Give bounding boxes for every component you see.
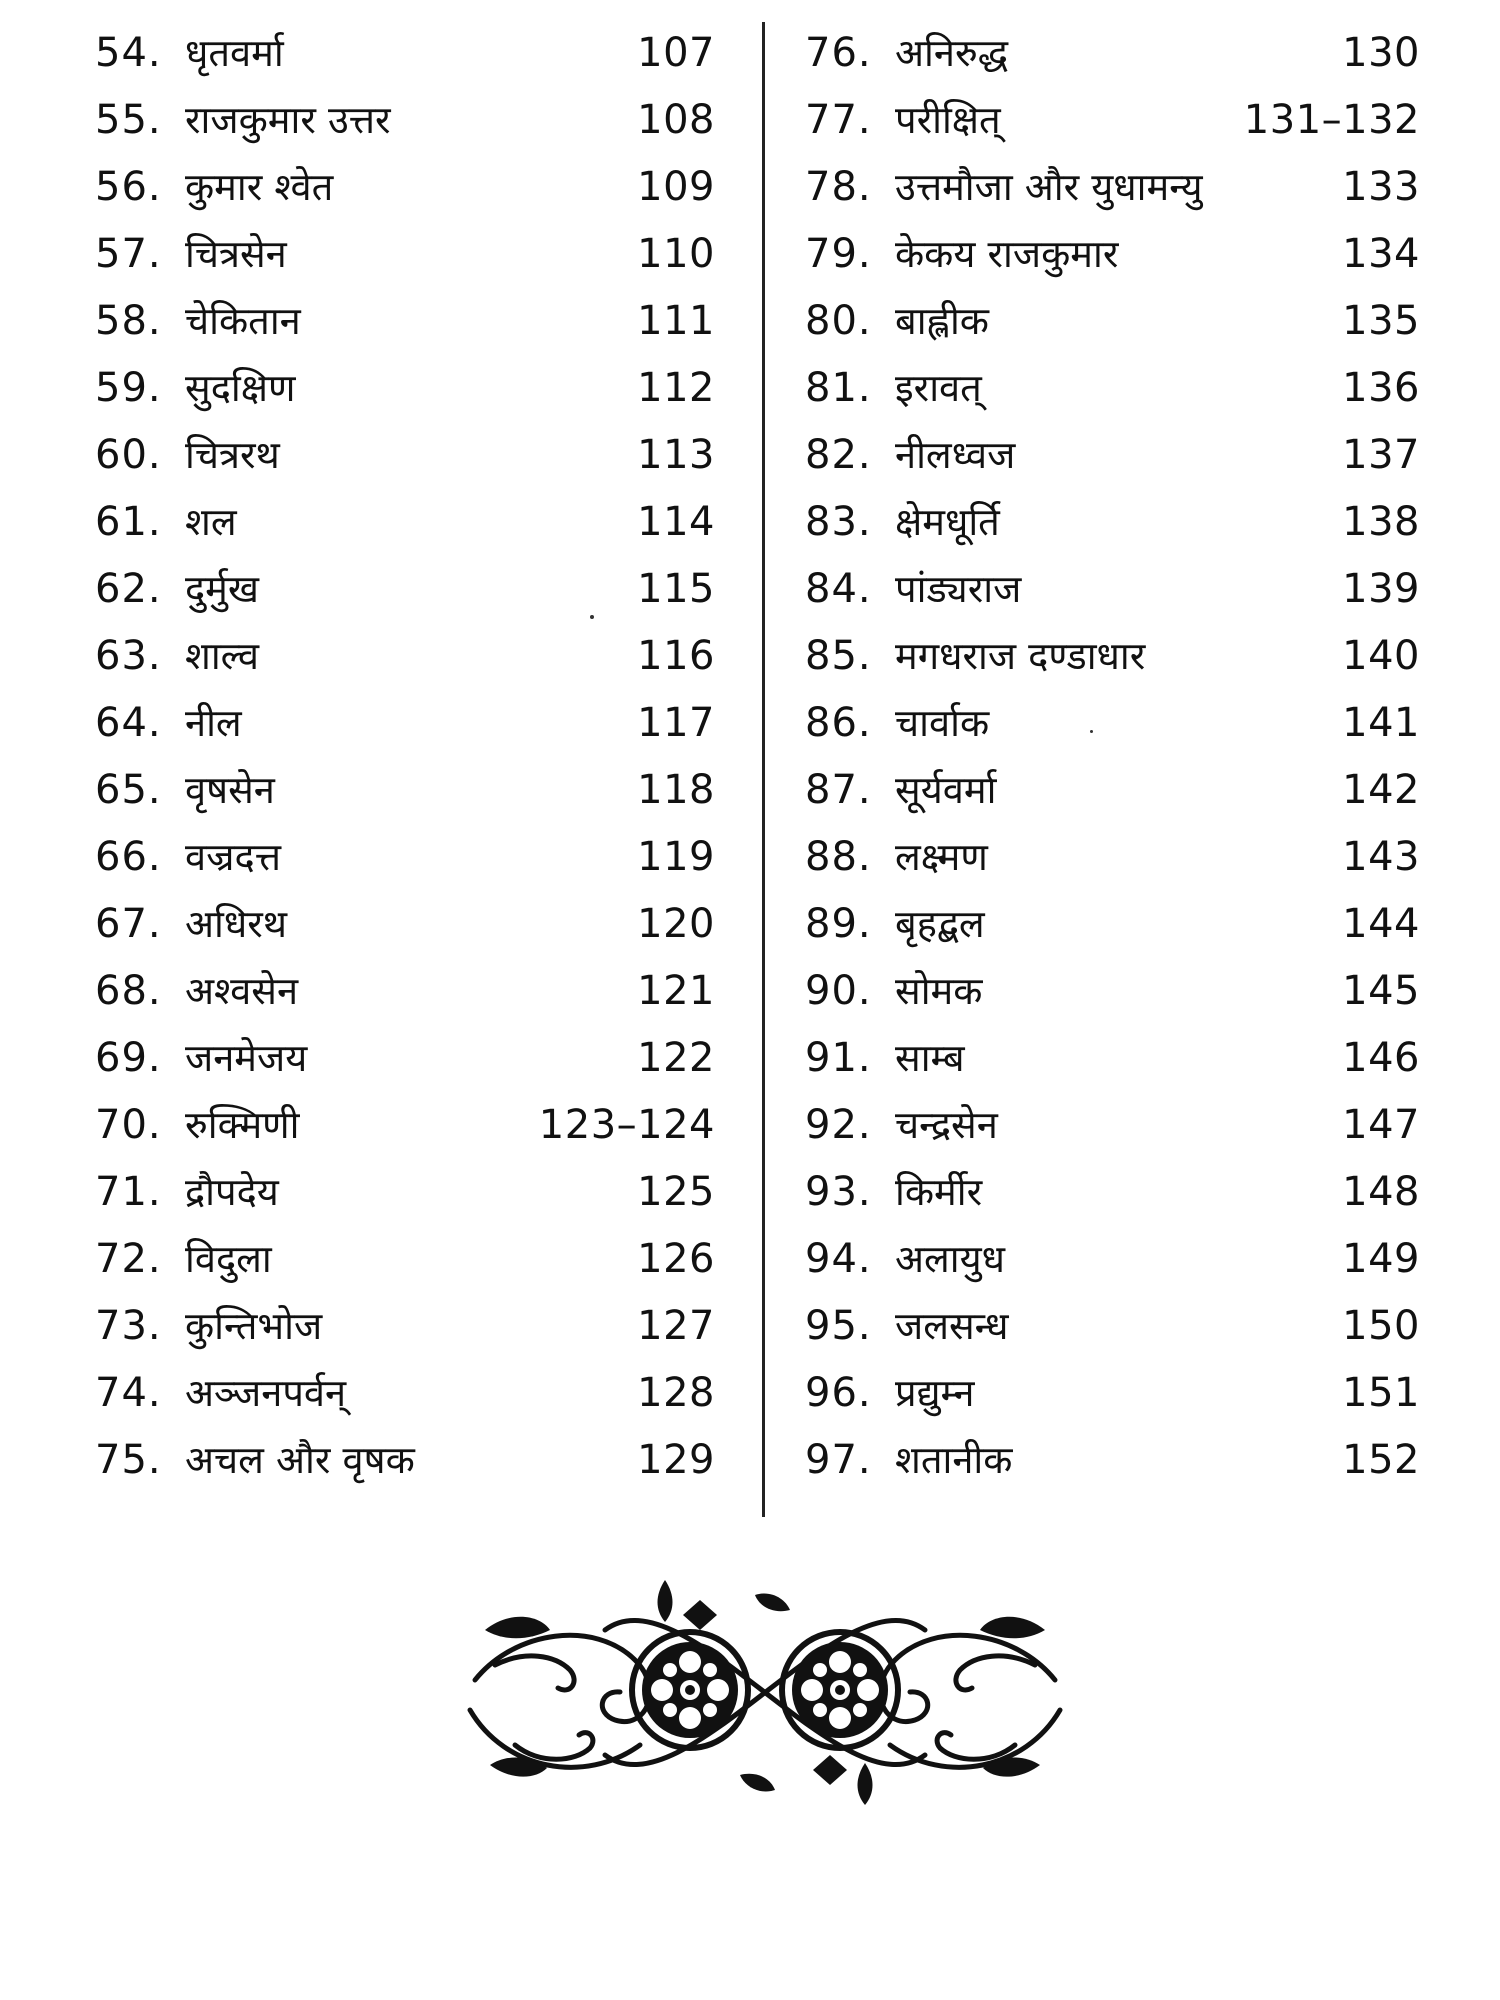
toc-entry	[95, 288, 715, 355]
toc-entry-number: 81.	[805, 365, 872, 411]
toc-entry-number: 96.	[805, 1370, 872, 1416]
toc-entry-page: 119	[637, 834, 715, 880]
toc-entry-page: 130	[1342, 30, 1420, 76]
toc-entry	[95, 690, 715, 757]
toc-entry-page: 128	[637, 1370, 715, 1416]
toc-entry	[95, 1159, 715, 1226]
toc-entry	[805, 1159, 1420, 1226]
toc-entry-title: जलसन्ध	[895, 1304, 1009, 1348]
toc-entry	[805, 1226, 1420, 1293]
toc-entry-page: 108	[637, 97, 715, 143]
toc-entry	[805, 1092, 1420, 1159]
toc-entry	[95, 489, 715, 556]
toc-entry-page: 145	[1342, 968, 1420, 1014]
toc-entry-page: 121	[637, 968, 715, 1014]
toc-entry-title: द्रौपदेय	[185, 1170, 279, 1214]
toc-entry-title: शाल्व	[185, 634, 259, 678]
toc-entry-number: 77.	[805, 97, 872, 143]
toc-entry-number: 95.	[805, 1303, 872, 1349]
toc-entry	[805, 154, 1420, 221]
toc-entry-number: 60.	[95, 432, 162, 478]
toc-entry-title: बृहद्बल	[895, 902, 985, 946]
toc-entry	[805, 556, 1420, 623]
toc-entry-title: सोमक	[895, 969, 983, 1013]
toc-entry-page: 113	[637, 432, 715, 478]
toc-entry	[805, 20, 1420, 87]
toc-entry-title: उत्तमौजा और युधामन्यु	[895, 165, 1203, 209]
toc-entry	[95, 1427, 715, 1494]
toc-entry-number: 91.	[805, 1035, 872, 1081]
toc-entry-page: 148	[1342, 1169, 1420, 1215]
toc-entry-page: 139	[1342, 566, 1420, 612]
toc-entry-title: धृतवर्मा	[185, 31, 284, 75]
toc-entry-number: 63.	[95, 633, 162, 679]
toc-entry-title: चेकितान	[185, 299, 301, 343]
toc-entry-number: 68.	[95, 968, 162, 1014]
toc-entry	[95, 221, 715, 288]
toc-entry	[805, 1025, 1420, 1092]
toc-entry-page: 115	[637, 566, 715, 612]
toc-entry-number: 78.	[805, 164, 872, 210]
toc-entry-page: 125	[637, 1169, 715, 1215]
toc-entry-number: 64.	[95, 700, 162, 746]
toc-entry-title: अञ्जनपर्वन्	[185, 1371, 347, 1415]
toc-entry	[95, 1360, 715, 1427]
toc-entry-title: कुन्तिभोज	[185, 1304, 323, 1348]
toc-entry-title: चित्रसेन	[185, 232, 287, 276]
toc-entry	[95, 20, 715, 87]
toc-entry-number: 59.	[95, 365, 162, 411]
toc-entry-number: 66.	[95, 834, 162, 880]
toc-entry-title: अचल और वृषक	[185, 1438, 415, 1482]
toc-entry-number: 94.	[805, 1236, 872, 1282]
toc-entry-title: चार्वाक	[895, 701, 990, 745]
toc-entry-title: मगधराज दण्डाधार	[895, 634, 1146, 678]
toc-entry	[805, 757, 1420, 824]
toc-entry	[95, 422, 715, 489]
toc-entry-title: प्रद्युम्न	[895, 1371, 975, 1415]
floral-scroll-ornament-icon	[455, 1570, 1075, 1815]
toc-entry-page: 122	[637, 1035, 715, 1081]
toc-entry-page: 112	[637, 365, 715, 411]
toc-entry-page: 131–132	[1243, 97, 1420, 143]
toc-entry-title: क्षेमधूर्ति	[895, 500, 1000, 544]
toc-entry	[805, 1427, 1420, 1494]
toc-entry-title: विदुला	[185, 1237, 272, 1281]
toc-entry-number: 82.	[805, 432, 872, 478]
toc-entry-number: 65.	[95, 767, 162, 813]
toc-entry	[805, 422, 1420, 489]
toc-entry-number: 89.	[805, 901, 872, 947]
toc-entry-number: 61.	[95, 499, 162, 545]
toc-entry-number: 86.	[805, 700, 872, 746]
toc-entry-title: सूर्यवर्मा	[895, 768, 997, 812]
toc-entry-number: 90.	[805, 968, 872, 1014]
toc-entry-number: 55.	[95, 97, 162, 143]
toc-entry-number: 69.	[95, 1035, 162, 1081]
toc-entry	[805, 288, 1420, 355]
toc-entry-page: 144	[1342, 901, 1420, 947]
toc-entry	[95, 623, 715, 690]
toc-entry-title: वज्रदत्त	[185, 835, 281, 879]
toc-entry-title: रुक्मिणी	[185, 1103, 300, 1147]
toc-entry	[805, 690, 1420, 757]
toc-entry-page: 147	[1342, 1102, 1420, 1148]
toc-entry	[95, 355, 715, 422]
toc-entry-title: कुमार श्वेत	[185, 165, 334, 209]
toc-entry-page: 141	[1342, 700, 1420, 746]
toc-entry	[95, 556, 715, 623]
toc-entry-title: शल	[185, 500, 237, 544]
toc-entry	[805, 489, 1420, 556]
toc-entry-title: वृषसेन	[185, 768, 275, 812]
toc-entry-title: राजकुमार उत्तर	[185, 98, 391, 142]
toc-entry-title: लक्ष्मण	[895, 835, 988, 879]
toc-entry-number: 67.	[95, 901, 162, 947]
toc-entry-number: 87.	[805, 767, 872, 813]
toc-entry-page: 120	[637, 901, 715, 947]
toc-entry-page: 135	[1342, 298, 1420, 344]
toc-entry-number: 92.	[805, 1102, 872, 1148]
toc-entry-number: 83.	[805, 499, 872, 545]
toc-entry-number: 85.	[805, 633, 872, 679]
toc-entry	[95, 1025, 715, 1092]
toc-entry-title: नीलध्वज	[895, 433, 1016, 477]
toc-entry-title: चन्द्रसेन	[895, 1103, 998, 1147]
toc-entry-page: 123–124	[538, 1102, 715, 1148]
toc-entry-page: 146	[1342, 1035, 1420, 1081]
toc-entry-title: अनिरुद्ध	[895, 31, 1009, 75]
toc-entry-page: 142	[1342, 767, 1420, 813]
toc-entry-title: जनमेजय	[185, 1036, 308, 1080]
toc-entry-title: सुदक्षिण	[185, 366, 296, 410]
toc-entry-page: 150	[1342, 1303, 1420, 1349]
toc-entry	[95, 757, 715, 824]
toc-entry	[805, 958, 1420, 1025]
toc-entry	[95, 1092, 715, 1159]
toc-entry	[805, 355, 1420, 422]
toc-entry-page: 136	[1342, 365, 1420, 411]
toc-entry-title: पांड्यराज	[895, 567, 1022, 611]
toc-entry-number: 58.	[95, 298, 162, 344]
toc-entry	[805, 1293, 1420, 1360]
toc-entry-number: 84.	[805, 566, 872, 612]
toc-entry-title: बाह्लीक	[895, 299, 989, 343]
toc-entry-title: चित्ररथ	[185, 433, 280, 477]
toc-entry	[95, 1226, 715, 1293]
toc-entry-number: 62.	[95, 566, 162, 612]
toc-entry-number: 71.	[95, 1169, 162, 1215]
toc-left-column	[95, 20, 715, 1494]
toc-entry	[805, 1360, 1420, 1427]
toc-entry-number: 57.	[95, 231, 162, 277]
toc-entry	[805, 623, 1420, 690]
toc-entry	[95, 1293, 715, 1360]
toc-entry-number: 70.	[95, 1102, 162, 1148]
toc-entry-page: 143	[1342, 834, 1420, 880]
toc-entry-title: किर्मीर	[895, 1170, 983, 1214]
toc-entry	[805, 221, 1420, 288]
toc-entry-page: 140	[1342, 633, 1420, 679]
toc-entry-title: शतानीक	[895, 1438, 1013, 1482]
toc-entry-number: 76.	[805, 30, 872, 76]
toc-entry-number: 79.	[805, 231, 872, 277]
print-speck	[1090, 730, 1093, 733]
print-speck	[590, 615, 594, 619]
toc-entry-page: 109	[637, 164, 715, 210]
toc-entry-title: अधिरथ	[185, 902, 288, 946]
toc-entry-page: 129	[637, 1437, 715, 1483]
toc-entry-page: 138	[1342, 499, 1420, 545]
toc-entry-page: 114	[637, 499, 715, 545]
toc-entry	[95, 958, 715, 1025]
toc-entry-number: 80.	[805, 298, 872, 344]
toc-entry	[95, 154, 715, 221]
toc-entry-page: 149	[1342, 1236, 1420, 1282]
toc-entry	[95, 824, 715, 891]
toc-right-column	[805, 20, 1420, 1494]
toc-entry-number: 54.	[95, 30, 162, 76]
toc-entry-page: 107	[637, 30, 715, 76]
toc-entry-number: 56.	[95, 164, 162, 210]
toc-entry-page: 152	[1342, 1437, 1420, 1483]
toc-entry-page: 126	[637, 1236, 715, 1282]
toc-entry-title: साम्ब	[895, 1036, 965, 1080]
toc-entry-number: 88.	[805, 834, 872, 880]
toc-entry-title: परीक्षित्	[895, 98, 1001, 142]
toc-entry-number: 72.	[95, 1236, 162, 1282]
toc-entry-page: 111	[637, 298, 715, 344]
column-divider	[762, 22, 765, 1517]
toc-entry-title: केकय राजकुमार	[895, 232, 1119, 276]
toc-entry	[805, 824, 1420, 891]
toc-entry-page: 137	[1342, 432, 1420, 478]
toc-entry-number: 97.	[805, 1437, 872, 1483]
toc-entry-page: 116	[637, 633, 715, 679]
toc-entry-page: 127	[637, 1303, 715, 1349]
toc-entry-page: 134	[1342, 231, 1420, 277]
toc-entry-page: 151	[1342, 1370, 1420, 1416]
toc-entry-page: 118	[637, 767, 715, 813]
toc-entry-title: अलायुध	[895, 1237, 1006, 1281]
toc-entry	[95, 87, 715, 154]
toc-entry	[805, 891, 1420, 958]
toc-entry	[95, 891, 715, 958]
toc-entry-title: नील	[185, 701, 242, 745]
toc-entry-number: 93.	[805, 1169, 872, 1215]
toc-entry-page: 133	[1342, 164, 1420, 210]
toc-entry-number: 74.	[95, 1370, 162, 1416]
toc-entry-title: दुर्मुख	[185, 567, 259, 611]
toc-entry-number: 73.	[95, 1303, 162, 1349]
toc-entry-page: 110	[637, 231, 715, 277]
toc-entry-title: इरावत्	[895, 366, 982, 410]
toc-entry	[805, 87, 1420, 154]
toc-entry-page: 117	[637, 700, 715, 746]
toc-entry-number: 75.	[95, 1437, 162, 1483]
toc-entry-title: अश्वसेन	[185, 969, 299, 1013]
